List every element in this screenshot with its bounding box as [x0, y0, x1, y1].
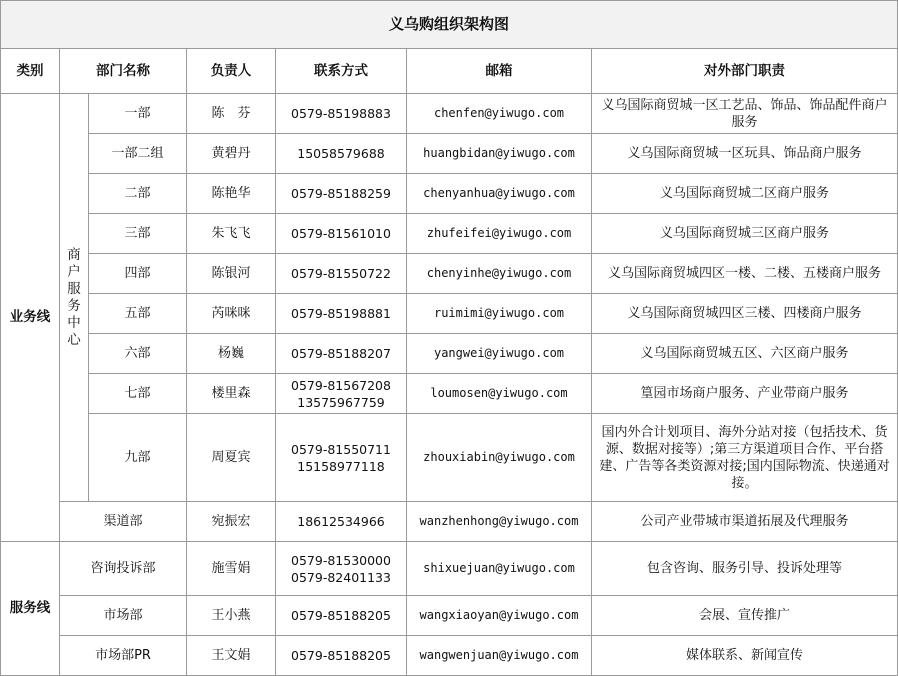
dept-name: 四部 [89, 254, 187, 294]
dept-name: 三部 [89, 214, 187, 254]
dept-name: 一部 [89, 94, 187, 134]
table-row [1, 294, 898, 334]
duty-text: 媒体联系、新闻宣传 [592, 636, 898, 676]
email-link[interactable]: yangwei@yiwugo.com [407, 334, 592, 374]
contact-phone-line: 0579-81550711 [291, 441, 391, 457]
contact-phone: 0579-85188259 [276, 174, 407, 214]
manager-name: 宛振宏 [187, 502, 276, 542]
contact-phone [276, 542, 407, 596]
table-row [1, 214, 898, 254]
header-contact: 联系方式 [276, 49, 407, 94]
contact-phone: 0579-85198881 [276, 294, 407, 334]
manager-name: 陈艳华 [187, 174, 276, 214]
email-link[interactable]: huangbidan@yiwugo.com [407, 134, 592, 174]
manager-name: 芮咪咪 [187, 294, 276, 334]
manager-name: 施雪娟 [187, 542, 276, 596]
dept-name: 渠道部 [60, 502, 187, 542]
contact-phone-line: 0579-81530000 [291, 552, 391, 568]
contact-phone: 18612534966 [276, 502, 407, 542]
dept-name: 二部 [89, 174, 187, 214]
dept-name: 咨询投诉部 [60, 542, 187, 596]
contact-phone: 0579-85188207 [276, 334, 407, 374]
email-link[interactable]: chenfen@yiwugo.com [407, 94, 592, 134]
header-duty: 对外部门职责 [592, 49, 898, 94]
group-merchant-center: 商户服务中心 [60, 94, 89, 502]
contact-phone: 0579-81561010 [276, 214, 407, 254]
contact-phone-line: 15158977118 [297, 458, 385, 474]
duty-text: 义乌国际商贸城一区工艺品、饰品、饰品配件商户服务 [592, 94, 898, 134]
contact-phone: 0579-85198883 [276, 94, 407, 134]
duty-text: 义乌国际商贸城一区玩具、饰品商户服务 [592, 134, 898, 174]
contact-phone [276, 414, 407, 502]
contact-phone-line: 0579-81567208 [291, 377, 391, 393]
table-row [1, 334, 898, 374]
contact-phone: 0579-81550722 [276, 254, 407, 294]
manager-name: 黄碧丹 [187, 134, 276, 174]
dept-name: 六部 [89, 334, 187, 374]
email-link[interactable]: shixuejuan@yiwugo.com [407, 542, 592, 596]
duty-text: 会展、宣传推广 [592, 596, 898, 636]
table-row [1, 374, 898, 414]
group-service: 服务线 [1, 542, 60, 676]
duty-text: 包含咨询、服务引导、投诉处理等 [592, 542, 898, 596]
contact-phone-line: 0579-82401133 [291, 569, 391, 585]
email-link[interactable]: zhufeifei@yiwugo.com [407, 214, 592, 254]
duty-text: 义乌国际商贸城四区一楼、二楼、五楼商户服务 [592, 254, 898, 294]
contact-phone: 0579-85188205 [276, 596, 407, 636]
contact-phone-line: 13575967759 [297, 394, 385, 410]
manager-name: 楼里森 [187, 374, 276, 414]
email-link[interactable]: chenyinhe@yiwugo.com [407, 254, 592, 294]
dept-name: 市场部PR [60, 636, 187, 676]
email-link[interactable]: wangxiaoyan@yiwugo.com [407, 596, 592, 636]
table-row [1, 134, 898, 174]
manager-name: 王文娟 [187, 636, 276, 676]
email-link[interactable]: zhouxiabin@yiwugo.com [407, 414, 592, 502]
dept-name: 七部 [89, 374, 187, 414]
table-row [1, 596, 898, 636]
email-link[interactable]: chenyanhua@yiwugo.com [407, 174, 592, 214]
dept-name: 一部二组 [89, 134, 187, 174]
header-category: 类别 [1, 49, 60, 94]
table-row [1, 542, 898, 596]
duty-text: 公司产业带城市渠道拓展及代理服务 [592, 502, 898, 542]
header-department: 部门名称 [60, 49, 187, 94]
contact-phone [276, 374, 407, 414]
duty-text: 义乌国际商贸城四区三楼、四楼商户服务 [592, 294, 898, 334]
group-business: 业务线 [1, 94, 60, 542]
manager-name: 陈银河 [187, 254, 276, 294]
manager-name: 杨巍 [187, 334, 276, 374]
manager-name: 朱飞飞 [187, 214, 276, 254]
table-row [1, 414, 898, 502]
duty-text: 义乌国际商贸城三区商户服务 [592, 214, 898, 254]
duty-text: 篁园市场商户服务、产业带商户服务 [592, 374, 898, 414]
duty-text: 义乌国际商贸城五区、六区商户服务 [592, 334, 898, 374]
email-link[interactable]: ruimimi@yiwugo.com [407, 294, 592, 334]
email-link[interactable]: wangwenjuan@yiwugo.com [407, 636, 592, 676]
manager-name: 陈 芬 [187, 94, 276, 134]
table-row [1, 254, 898, 294]
dept-name: 九部 [89, 414, 187, 502]
contact-phone: 0579-85188205 [276, 636, 407, 676]
dept-name: 市场部 [60, 596, 187, 636]
header-email: 邮箱 [407, 49, 592, 94]
duty-text: 义乌国际商贸城二区商户服务 [592, 174, 898, 214]
email-link[interactable]: loumosen@yiwugo.com [407, 374, 592, 414]
manager-name: 周夏宾 [187, 414, 276, 502]
table-title: 义乌购组织架构图 [1, 1, 898, 49]
table-row [1, 502, 898, 542]
manager-name: 王小燕 [187, 596, 276, 636]
table-row [1, 636, 898, 676]
email-link[interactable]: wanzhenhong@yiwugo.com [407, 502, 592, 542]
header-manager: 负责人 [187, 49, 276, 94]
duty-text: 国内外合计划项目、海外分站对接（包括技术、货源、数据对接等）;第三方渠道项目合作、平台搭建、广告等各类资源对接;国内国际物流、快递通对接。 [592, 414, 898, 502]
dept-name: 五部 [89, 294, 187, 334]
table-row [1, 94, 898, 134]
contact-phone: 15058579688 [276, 134, 407, 174]
table-row [1, 174, 898, 214]
